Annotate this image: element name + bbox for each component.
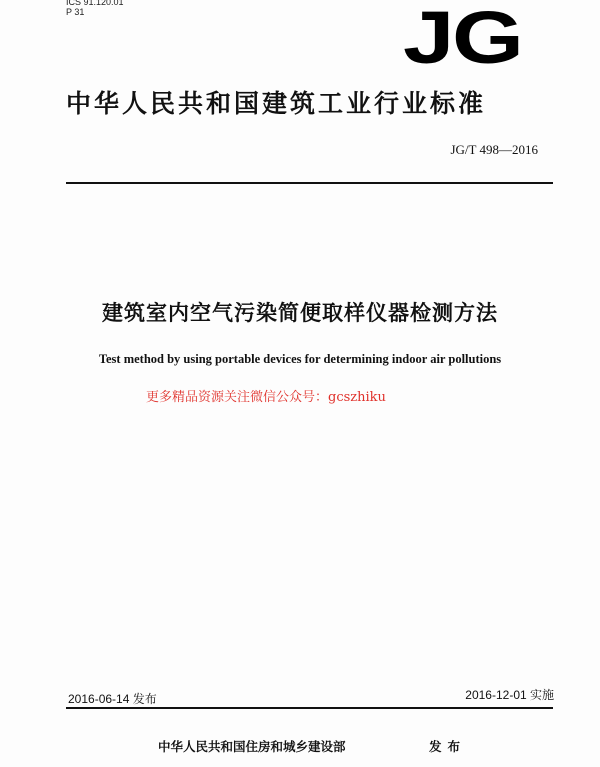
jg-logo: JG [403,0,522,79]
watermark-text: 更多精品资源关注微信公众号：gcszhiku [146,390,386,405]
ccs-code: P 31 [66,7,85,17]
ics-code: ICS 91.120.01 [66,0,124,7]
document-title-english: Test method by using portable devices for determining indoor air pollutions [98,352,502,366]
document-title-chinese: 建筑室内空气污染简便取样仪器检测方法 [102,301,498,325]
issue-action: 发布 [429,739,467,754]
implementation-date: 2016-12-01 实施 [465,688,554,702]
standard-number: JG/T 498—2016 [450,142,538,157]
classification-codes [66,0,124,17]
bottom-divider [66,707,553,709]
issuing-authority: 中华人民共和国住房和城乡建设部 [158,739,346,754]
issue-date: 2016-06-14 发布 [68,692,157,706]
top-divider [66,182,553,184]
standard-category: 中华人民共和国建筑工业行业标准 [66,89,487,118]
